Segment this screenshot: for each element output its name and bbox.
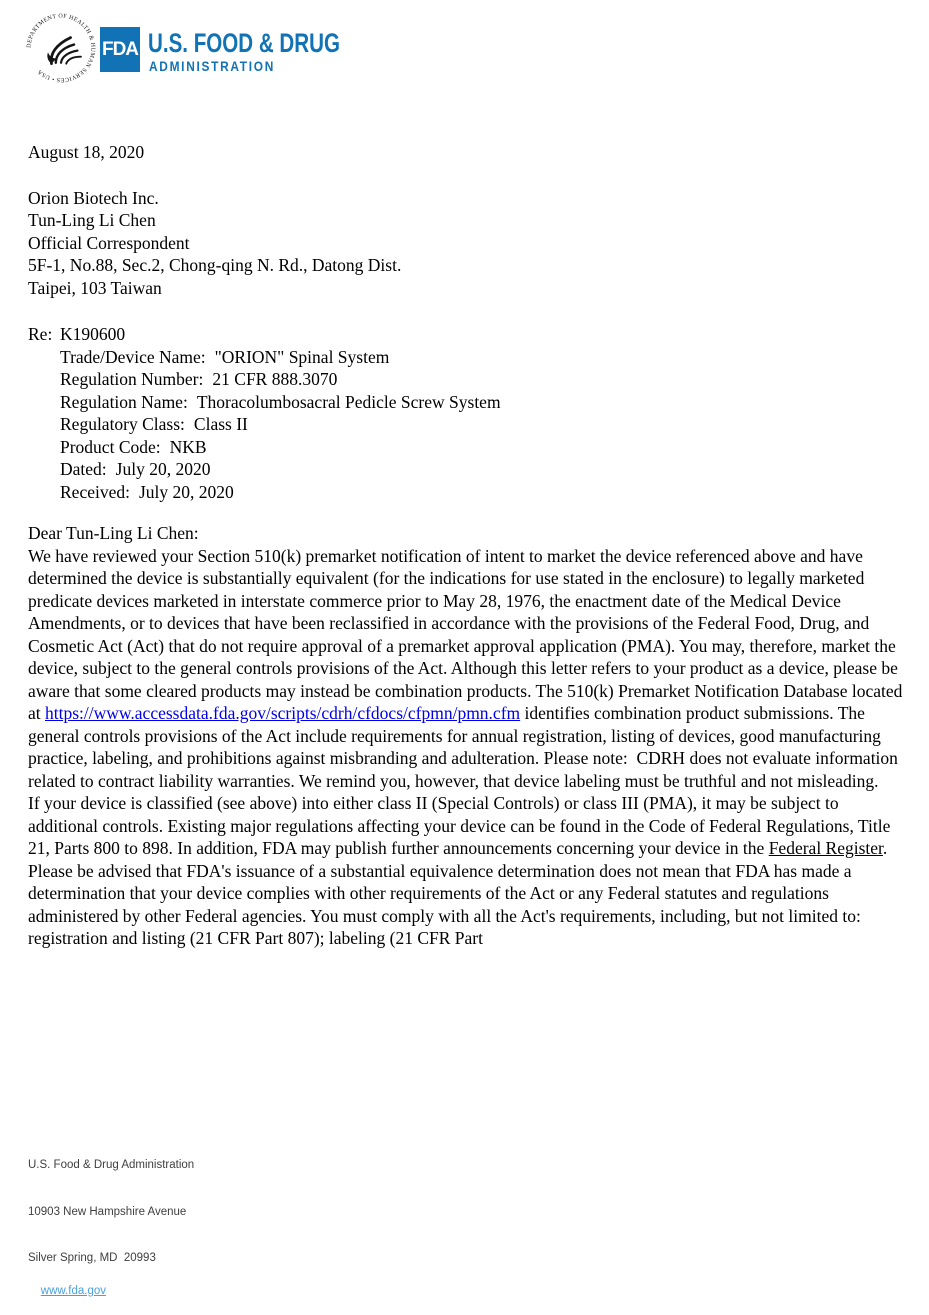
letter-body <box>28 141 906 950</box>
address-line: Tun-Ling Li Chen <box>28 210 156 230</box>
paragraph-2-text-before: If your device is classified (see above) into either class II (Special Controls) or class III (PMA), it may be subject to additional controls. Existing major regulations affecting your device can be found in the Code of Federal Regulations, Title 21, Parts 800 to 898. In addition, FDA may publish further announcements concerning your device in the <box>28 793 895 858</box>
fda-gov-link[interactable]: www.fda.gov <box>40 1285 106 1297</box>
pmn-database-link[interactable]: https://www.accessdata.fda.gov/scripts/cdrh/cfdocs/cfpmn/pmn.cfm <box>45 703 521 723</box>
page-footer <box>28 1127 194 1315</box>
paragraph-substantial-equivalence <box>28 545 906 793</box>
paragraph-classification-controls <box>28 792 906 860</box>
paragraph-1-text-after: identifies combination product submissions. The general controls provisions of the Act include requirements for annual registration, listing of devices, good manufacturing practice, labeling, and prohibitions against misbranding and adulteration. Please note: CDRH does not evaluate information related to contract liability warranties. We remind you, however, that device labeling must be truthful and not misleading. <box>28 703 903 791</box>
hhs-seal-text: DEPARTMENT OF HEALTH & HUMAN SERVICES • USA <box>26 13 96 83</box>
re-label: Re: <box>28 324 53 344</box>
re-field-trade-device-name: Trade/Device Name: "ORION" Spinal System <box>60 346 390 367</box>
recipient-address <box>28 187 906 300</box>
re-field-product-code: Product Code: NKB <box>60 436 207 457</box>
address-line: 5F-1, No.88, Sec.2, Chong-qing N. Rd., Datong Dist. <box>28 255 402 275</box>
address-line: Official Correspondent <box>28 232 190 253</box>
re-block <box>28 323 906 503</box>
re-field-received: Received: July 20, 2020 <box>60 481 234 502</box>
footer-city-state-zip: Silver Spring, MD 20993 <box>28 1252 156 1264</box>
paragraph-2-text-after: . <box>882 838 888 858</box>
footer-org-name: U.S. Food & Drug Administration <box>28 1159 195 1171</box>
footer-street-address: 10903 New Hampshire Avenue <box>28 1205 187 1218</box>
fda-logo <box>100 27 140 72</box>
fda-wordmark <box>148 27 378 77</box>
re-field-regulatory-class: Regulatory Class: Class II <box>60 414 248 434</box>
federal-register-reference: Federal Register <box>768 838 883 858</box>
re-heading <box>28 323 906 346</box>
fda-letterhead <box>0 0 929 100</box>
paragraph-1-text-before: We have reviewed your Section 510(k) premarket notification of intent to market the device referenced above and have determined the device is substantially equivalent (for the indications for use stated in the enclosure) to legally marketed predicate devices marketed in interstate commerce prior to May 28, 1976, the enactment date of the Medical Device Amendments, or to devices that have been reclassified in accordance with the provisions of the Federal Food, Drug, and Cosmetic Act (Act) that do not require approval of a premarket approval application (PMA). You may, therefore, market the device, subject to the general controls provisions of the Act. Although this letter refers to your product as a device, please be aware that some cleared products may instead be combination products. The 510(k) Premarket Notification Database located at <box>28 545 907 723</box>
re-fields <box>28 346 906 504</box>
svg-text:DEPARTMENT OF HEALTH & HUMAN S <box>27 14 96 83</box>
re-field-regulation-number: Regulation Number: 21 CFR 888.3070 <box>60 369 338 389</box>
fda-wordmark-line1: U.S. FOOD & DRUG <box>148 28 340 58</box>
fda-logo-acronym: FDA <box>101 38 139 60</box>
letter-date: August 18, 2020 <box>28 142 145 162</box>
address-line: Taipei, 103 Taiwan <box>28 277 162 298</box>
re-field-dated: Dated: July 20, 2020 <box>60 459 211 479</box>
salutation: Dear Tun-Ling Li Chen: <box>28 523 199 543</box>
fda-wordmark-line2: ADMINISTRATION <box>149 58 275 74</box>
hhs-seal-icon <box>22 8 100 88</box>
address-line: Orion Biotech Inc. <box>28 187 159 208</box>
paragraph-compliance-requirements: Please be advised that FDA's issuance of a substantial equivalence determination does not mean that FDA has made a determination that your device complies with other requirements of the Act or any Federal statutes and regulations administered by other Federal agencies. You must comply with all the Act's requirements, including, but not limited to: registration and listing (21 CFR Part 807); labeling (21 CFR Part <box>28 860 866 948</box>
k-number: K190600 <box>60 324 126 344</box>
re-field-regulation-name: Regulation Name: Thoracolumbosacral Pedicle Screw System <box>60 391 501 412</box>
hhs-eagle-icon <box>47 38 81 64</box>
